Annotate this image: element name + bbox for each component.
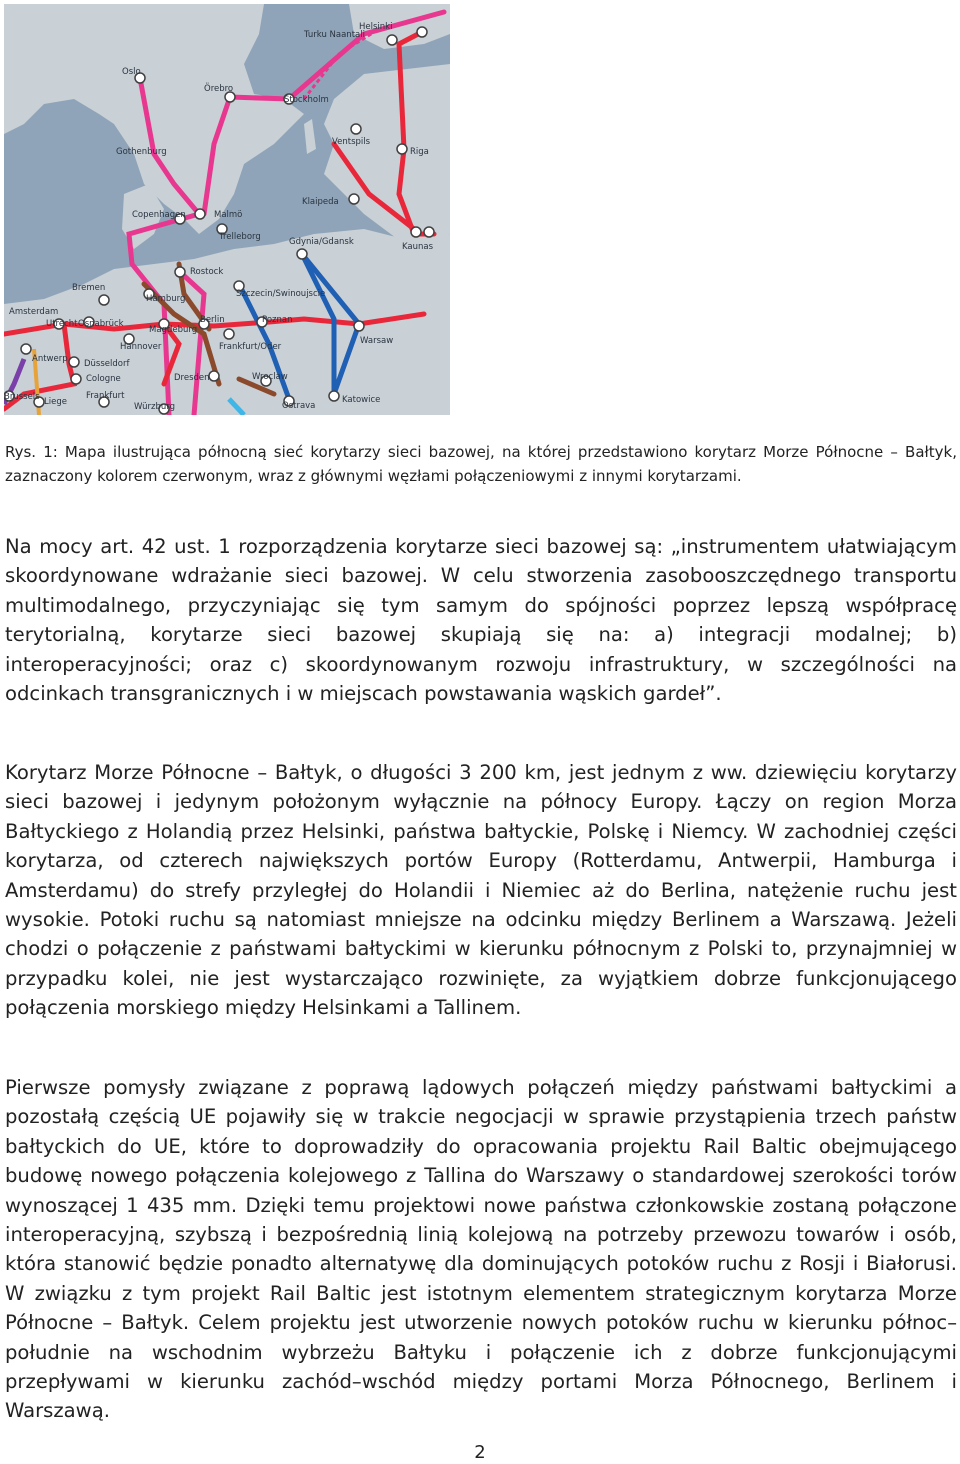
city-label-brussels: Brussels [4, 392, 40, 402]
city-label-frankfurt: Frankfurt [86, 391, 125, 401]
city-label-helsinki: Helsinki [359, 22, 393, 32]
city-label-cologne: Cologne [86, 374, 121, 384]
city-label-berlin: Berlin [200, 315, 225, 325]
city-label-stockholm: Stockholm [284, 95, 329, 105]
city-label-orebro: Örebro [204, 84, 234, 94]
city-label-amsterdam: Amsterdam [9, 307, 59, 317]
figure-caption: Rys. 1: Mapa ilustrująca północną sieć korytarzy sieci bazowej, na której przedstawiono korytarz Morze Północne – Bałtyk, zaznaczony kolorem czerwonym, wraz z głównymi węzłami połączeniowymi z innymi korytarzami. [5, 443, 957, 485]
city-label-liege: Liege [44, 397, 67, 407]
city-label-dresden: Dresden [174, 373, 210, 383]
paragraph-1: Na mocy art. 42 ust. 1 rozporządzenia korytarze sieci bazowej są: „instrumentem ułatwiającym skoordynowane wdrażanie sieci bazowej. W celu stworzenia zasobooszczędnego transportu multimodalnego, przyczyniając się tym samym do spójności poprzez lepszą współpracę terytorialną, korytarze sieci bazowej skupiają się na: a) integracji modalnej; b) interoperacyjności; oraz c) skoordynowanym rozwoju infrastruktury, w szczególności na odcinkach transgranicznych i w miejscach powstawania wąskich gardeł”. [5, 535, 957, 706]
city-label-ostrava: Ostrava [282, 401, 316, 411]
city-label-oslo: Oslo [122, 67, 141, 77]
city-label-rostock: Rostock [190, 267, 224, 277]
city-label-hannover: Hannover [120, 342, 162, 352]
corridor-map [4, 4, 450, 415]
city-label-poznan: Poznan [262, 315, 293, 325]
paragraph-3: Pierwsze pomysły związane z poprawą lądowych połączeń między państwami bałtyckimi a pozostałą częścią UE pojawiły się w trakcie negocjacji w sprawie przystąpienia trzech państw bałtyckich do UE, które to doprowadziły do opracowania projektu Rail Baltic obejmującego budowę nowego połączenia kolejowego z Tallina do Warszawy o standardowej szerokości torów wynoszącej 1 435 mm. Dzięki temu projektowi nowe państwa członkowskie zostaną połączone interoperacyjną, szybszą i bezpośrednią linią kolejową na potrzeby przewozu towarów i osób, która stanowić będzie ponadto alternatywę dla dominujących potoków ruchu z Rosji i Białorusi. W związku z tym projekt Rail Baltic jest istotnym elementem strategicznym korytarza Morze Północne – Bałtyk. Celem projektu jest utworzenie nowych potoków ruchu w kierunku północ–południe na wschodnim wybrzeżu Bałtyku i połączenie ich z dobrze funkcjonującymi przepływami w kierunku zachód–wschód między portami Morza Północnego, Berlinem i Warszawą. [5, 1076, 957, 1423]
city-label-szczecin: Szczecin/Swinoujscie [236, 289, 326, 299]
city-label-warsaw: Warsaw [360, 336, 394, 346]
city-label-klaipeda: Klaipeda [302, 197, 339, 207]
city-label-katowice: Katowice [342, 395, 381, 405]
city-label-magdeburg: Magdeburg [149, 325, 198, 335]
city-label-utrecht: Utrecht [46, 319, 78, 329]
page-number: 2 [474, 1442, 486, 1463]
city-label-wroclaw: Wroclaw [252, 372, 288, 382]
city-label-wurzburg: Würzburg [134, 402, 175, 412]
city-label-hamburg: Hamburg [146, 294, 186, 304]
city-label-trelleborg: Trelleborg [219, 232, 261, 242]
city-label-antwerp: Antwerp [32, 354, 68, 364]
city-label-malmo: Malmö [214, 210, 243, 220]
city-label-dusseldorf: Düsseldorf [84, 359, 130, 369]
city-label-osnabruck: Osnabrück [78, 319, 124, 329]
paragraph-2: Korytarz Morze Północne – Bałtyk, o długości 3 200 km, jest jednym z ww. dziewięciu korytarzy sieci bazowej i jedynym położonym wyłącznie na północy Europy. Łączy on region Morza Bałtyckiego z Holandią przez Helsinki, państwa bałtyckie, Polskę i Niemcy. W zachodniej części korytarza, od czterech największych portów Europy (Rotterdamu, Antwerpii, Hamburga i Amsterdamu) do strefy przyległej do Holandii i Niemiec aż do Berlina, natężenie ruchu jest wysokie. Potoki ruchu są natomiast mniejsze na odcinku między Berlinem a Warszawą. Jeżeli chodzi o połączenie z państwami bałtyckimi w kierunku północnym z Polski to, przynajmniej w przypadku kolei, nie jest wystarczająco rozwinięte, za wyjątkiem dobrze funkcjonującego połączenia morskiego między Helsinkami a Tallinem. [5, 761, 957, 1020]
city-label-gdynia: Gdynia/Gdansk [289, 237, 354, 247]
city-label-ventspils: Ventspils [332, 137, 371, 147]
city-label-turku: Turku Naantali [304, 30, 365, 40]
city-label-frankfurt-oder: Frankfurt/Oder [219, 342, 282, 352]
city-label-bremen: Bremen [72, 283, 106, 293]
city-label-gothenburg: Gothenburg [116, 147, 167, 157]
city-label-riga: Riga [410, 147, 429, 157]
city-label-kaunas: Kaunas [402, 242, 434, 252]
city-label-copenhagen: Copenhagen [132, 210, 186, 220]
